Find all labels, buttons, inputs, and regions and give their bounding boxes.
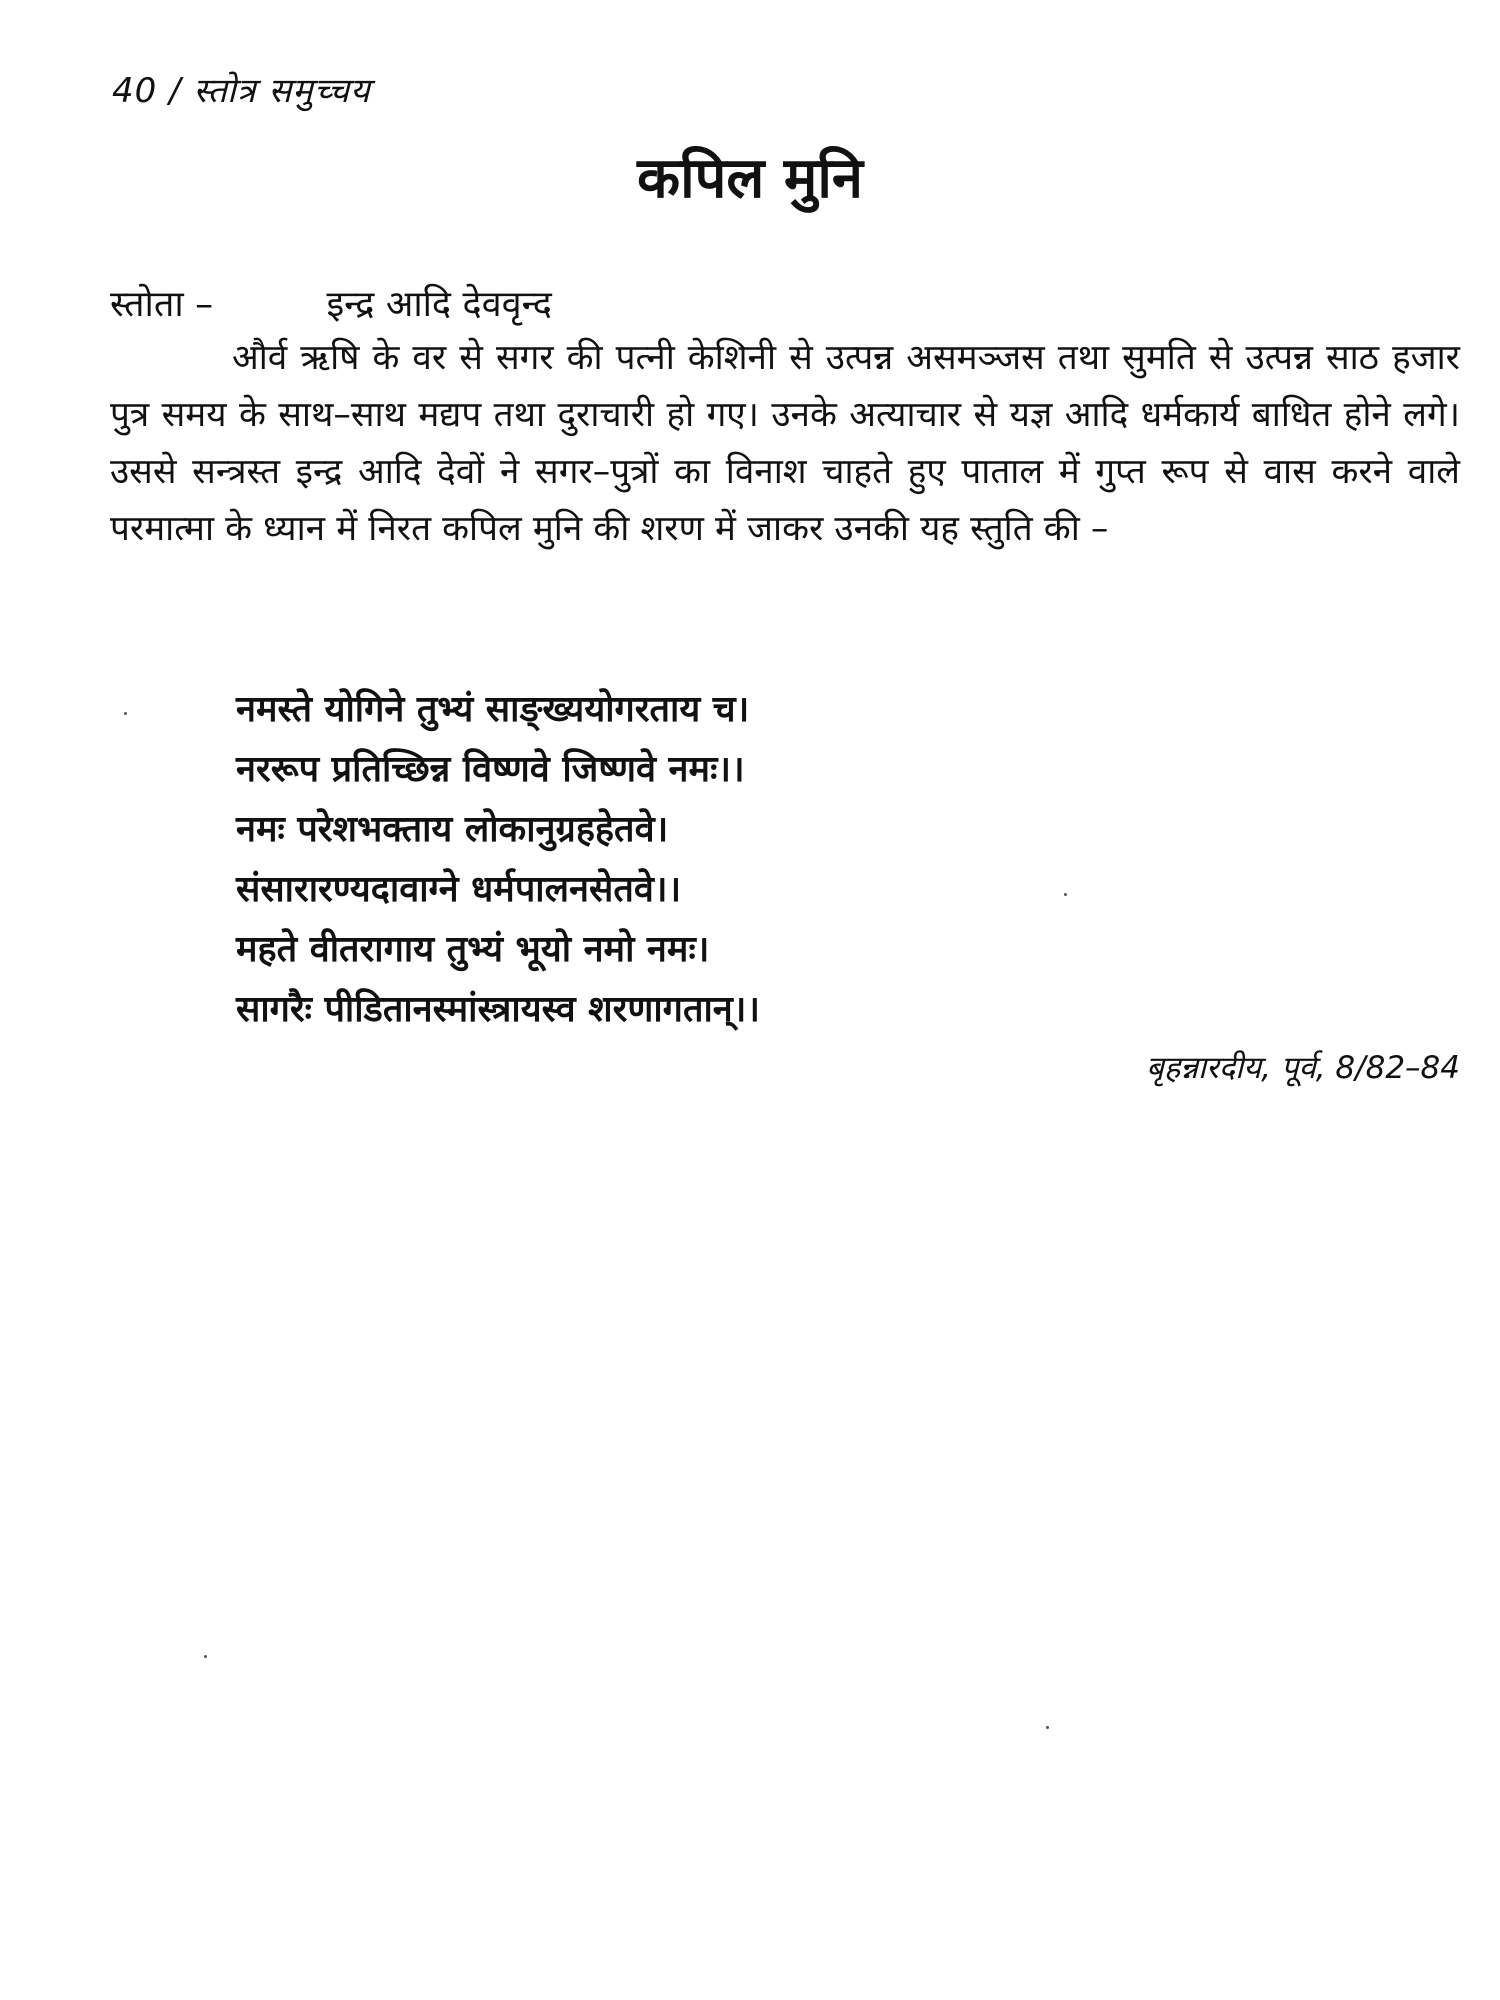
verse-line: नमः परेशभक्ताय लोकानुग्रहहेतवे। [236, 809, 669, 850]
verse-line: महते वीतरागाय तुभ्यं भूयो नमो नमः। [236, 929, 710, 970]
scan-speck [124, 712, 127, 715]
verse-list [236, 680, 760, 1040]
source-citation: बृहन्नारदीय, पूर्व, 8/82–84 [1146, 1050, 1460, 1086]
reciter-value: इन्द्र आदि देववृन्द [326, 284, 552, 325]
verse-line: संसारारण्यदावाग्ने धर्मपालनसेतवे।। [236, 869, 682, 910]
verse-line: नररूप प्रतिच्छिन्न विष्णवे जिष्णवे नमः।। [236, 749, 745, 790]
scan-speck [1046, 1726, 1049, 1729]
running-header: 40 / स्तोत्र समुच्चय [112, 71, 371, 111]
reciter-label: स्तोता – [110, 284, 214, 325]
page-title: कपिल मुनि [637, 146, 863, 211]
reciter-line [110, 278, 552, 327]
verse-line: सागरैः पीडितानस्मांस्त्रायस्व शरणागतान्।। [236, 989, 761, 1030]
scan-speck [204, 1655, 207, 1658]
intro-paragraph: और्व ऋषि के वर से सगर की पत्नी केशिनी से उत्पन्न असमञ्जस तथा सुमति से उत्पन्न साठ हजार पुत्र समय के साथ–साथ मद्यप तथा दुराचारी हो गए। उनके अत्याचार से यज्ञ आदि धर्मकार्य बाधित होने लगे। उससे सन्त्रस्त इन्द्र आदि देवों ने सगर–पुत्रों का विनाश चाहते हुए पाताल में गुप्त रूप से वास करने वाले परमात्मा के ध्यान में निरत कपिल मुनि की शरण में जाकर उनकी यह स्तुति की – [110, 338, 1460, 549]
verse-line: नमस्ते योगिने तुभ्यं साङ्ख्ययोगरताय च। [236, 689, 750, 730]
scan-speck [1064, 893, 1067, 896]
